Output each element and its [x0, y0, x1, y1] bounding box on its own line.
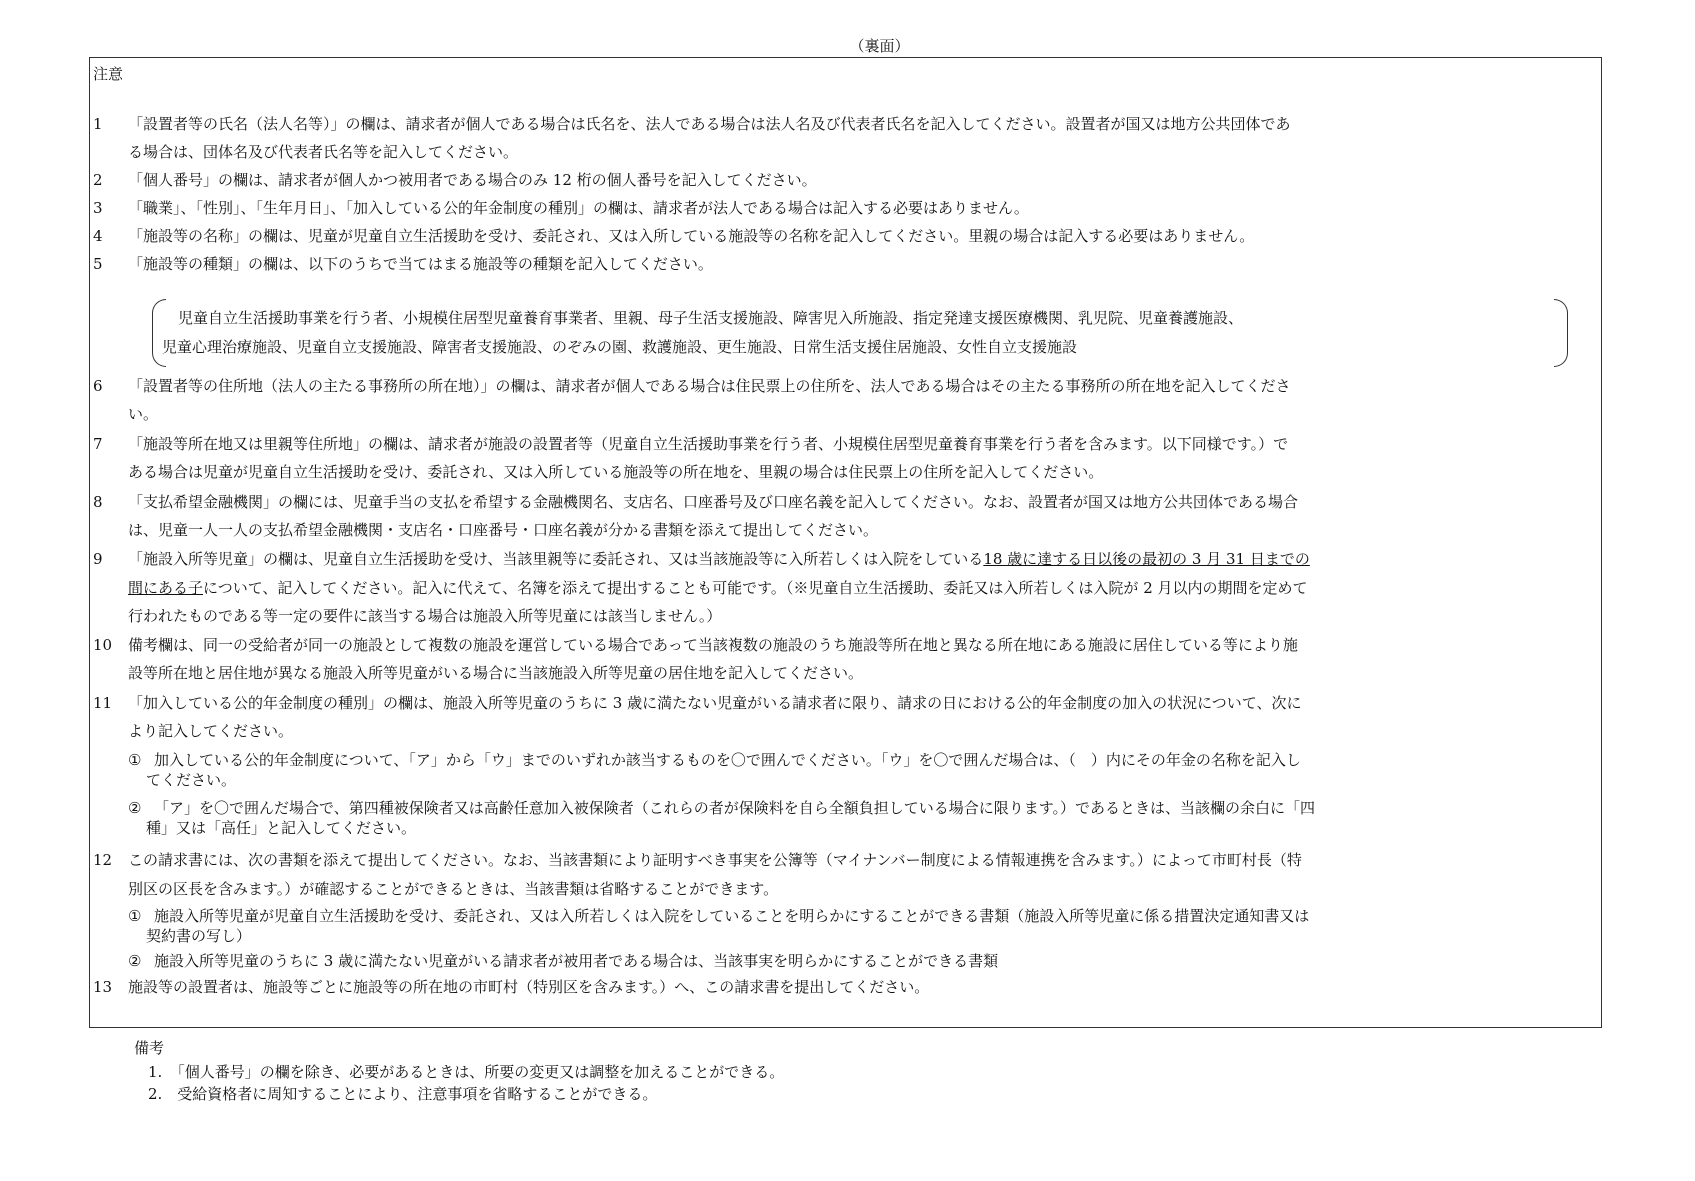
note-number: 10 [93, 636, 113, 654]
facility-types-bracket [152, 299, 1568, 367]
note-text: 「個人番号」の欄は、請求者が個人かつ被用者である場合のみ 12 桁の個人番号を記入してください。 [128, 171, 817, 189]
remark-item: 1. 「個人番号」の欄を除き、必要があるときは、所要の変更又は調整を加えることができる。 [148, 1063, 785, 1081]
note-number: 1 [93, 115, 103, 133]
note-text: 施設等の設置者は、施設等ごとに施設等の所在地の市町村（特別区を含みます。）へ、この請求書を提出してください。 [128, 978, 930, 996]
notes-list [90, 58, 1601, 1027]
note-number: 2 [93, 171, 103, 189]
notes-heading: 注意 [93, 65, 124, 83]
sub-text: 「ア」を〇で囲んだ場合で、第四種被保険者又は高齢任意加入被保険者（これらの者が保険料を自ら全額負担している場合に限ります。）であるときは、当該欄の余白に「四 [154, 799, 1316, 817]
note-text: は、児童一人一人の支払希望金融機関・支店名・口座番号・口座名義が分かる書類を添えて提出してください。 [128, 521, 879, 539]
age-limit-underlined: 18 歳に達する日以後の最初の 3 月 31 日までの [983, 550, 1310, 568]
note-text: 「施設等の種類」の欄は、以下のうちで当てはまる施設等の種類を記入してください。 [128, 255, 713, 273]
note-text: 「加入している公的年金制度の種別」の欄は、施設入所等児童のうちに 3 歳に満たない児童がいる請求者に限り、請求の日における公的年金制度の加入の状況について、次に [128, 694, 1302, 712]
sub-mark: ② [128, 799, 142, 817]
note-text-line2 [128, 574, 1308, 603]
note-text: い。 [128, 405, 159, 423]
right-bracket [1554, 299, 1568, 367]
note-text: より記入してください。 [128, 722, 294, 740]
note-text: 「支払希望金融機関」の欄には、児童手当の支払を希望する金融機関名、支店名、口座番号及び口座名義を記入してください。なお、設置者が国又は地方公共団体である場合 [128, 493, 1299, 511]
note-number: 9 [93, 550, 103, 568]
note-text: について、記入してください。記入に代えて、名簿を添えて提出することも可能です。（※児童自立生活援助、委託又は入所若しくは入院が 2 月以内の期間を定めて [203, 579, 1308, 597]
note-text: 備考欄は、同一の受給者が同一の施設として複数の施設を運営している場合であって当該複数の施設のうち施設等所在地と異なる所在地にある施設に居住している等により施 [128, 636, 1298, 654]
note-number: 8 [93, 493, 103, 511]
note-text: 「設置者等の住所地（法人の主たる事務所の所在地）」の欄は、請求者が個人である場合は住民票上の住所を、法人である場合はその主たる事務所の所在地を記入してくださ [128, 377, 1291, 395]
sub-text: 施設入所等児童が児童自立生活援助を受け、委託され、又は入所若しくは入院をしていることを明らかにすることができる書類（施設入所等児童に係る措置決定通知書又は [154, 907, 1310, 925]
note-number: 5 [93, 255, 103, 273]
facility-types-line: 児童心理治療施設、児童自立支援施設、障害者支援施設、のぞみの園、救護施設、更生施設、日常生活支援住居施設、女性自立支援施設 [162, 338, 1078, 356]
note-text: る場合は、団体名及び代表者氏名等を記入してください。 [128, 143, 519, 161]
age-limit-underlined: 間にある子 [128, 579, 204, 597]
sub-text: 施設入所等児童のうちに 3 歳に満たない児童がいる請求者が被用者である場合は、当該事実を明らかにすることができる書類 [154, 952, 999, 970]
note-text: 「施設等所在地又は里親等住所地」の欄は、請求者が施設の設置者等（児童自立生活援助事業を行う者、小規模住居型児童養育事業を行う者を含みます。以下同様です。）で [128, 435, 1289, 453]
sub-mark: ① [128, 751, 142, 769]
note-text: 「職業」、「性別」、「生年月日」、「加入している公的年金制度の種別」の欄は、請求者が法人である場合は記入する必要はありません。 [128, 199, 1029, 217]
sub-text: てください。 [146, 771, 237, 789]
note-number: 12 [93, 851, 113, 869]
facility-types-line: 児童自立生活援助事業を行う者、小規模住居型児童養育事業者、里親、母子生活支援施設、障害児入所施設、指定発達支援医療機関、乳児院、児童養護施設、 [178, 309, 1244, 327]
note-number: 6 [93, 377, 103, 395]
note-text: 「施設入所等児童」の欄は、児童自立生活援助を受け、当該里親等に委託され、又は当該施設等に入所若しくは入院をしている [128, 550, 984, 568]
remarks-heading: 備考 [134, 1039, 165, 1057]
sub-text: 種」又は「高任」と記入してください。 [146, 819, 417, 837]
note-text: ある場合は児童が児童自立生活援助を受け、委託され、又は入所している施設等の所在地を、里親の場合は住民票上の住所を記入してください。 [128, 463, 1104, 481]
remark-item: 2. 受給資格者に周知することにより、注意事項を省略することができる。 [148, 1085, 658, 1103]
sub-mark: ② [128, 952, 142, 970]
note-number: 4 [93, 227, 103, 245]
sub-text: 契約書の写し） [146, 927, 252, 945]
note-number: 11 [93, 694, 113, 712]
note-number: 7 [93, 435, 103, 453]
note-number: 3 [93, 199, 103, 217]
sub-mark: ① [128, 907, 142, 925]
note-text: 別区の区長を含みます。）が確認することができるときは、当該書類は省略することができます。 [128, 880, 779, 898]
note-text: この請求書には、次の書類を添えて提出してください。なお、当該書類により証明すべき事実を公簿等（マイナンバー制度による情報連携を含みます。）によって市町村長（特 [128, 851, 1302, 869]
sub-text: 加入している公的年金制度について、「ア」から「ウ」までのいずれか該当するものを〇で囲んでください。「ウ」を〇で囲んだ場合は、（ ）内にその年金の名称を記入し [154, 751, 1301, 769]
note-text-line1 [128, 545, 1310, 574]
note-text: 設等所在地と居住地が異なる施設入所等児童がいる場合に当該施設入所等児童の居住地を記入してください。 [128, 664, 864, 682]
note-number: 13 [93, 978, 113, 996]
note-text: 「設置者等の氏名（法人名等）」の欄は、請求者が個人である場合は氏名を、法人である場合は法人名及び代表者氏名を記入してください。設置者が国又は地方公共団体であ [128, 115, 1291, 133]
page-side-label: （裏面） [849, 37, 910, 55]
note-text: 行われたものである等一定の要件に該当する場合は施設入所等児童には該当しません。） [128, 607, 722, 625]
note-text: 「施設等の名称」の欄は、児童が児童自立生活援助を受け、委託され、又は入所している施設等の名称を記入してください。里親の場合は記入する必要はありません。 [128, 227, 1255, 245]
notes-box [89, 57, 1602, 1028]
